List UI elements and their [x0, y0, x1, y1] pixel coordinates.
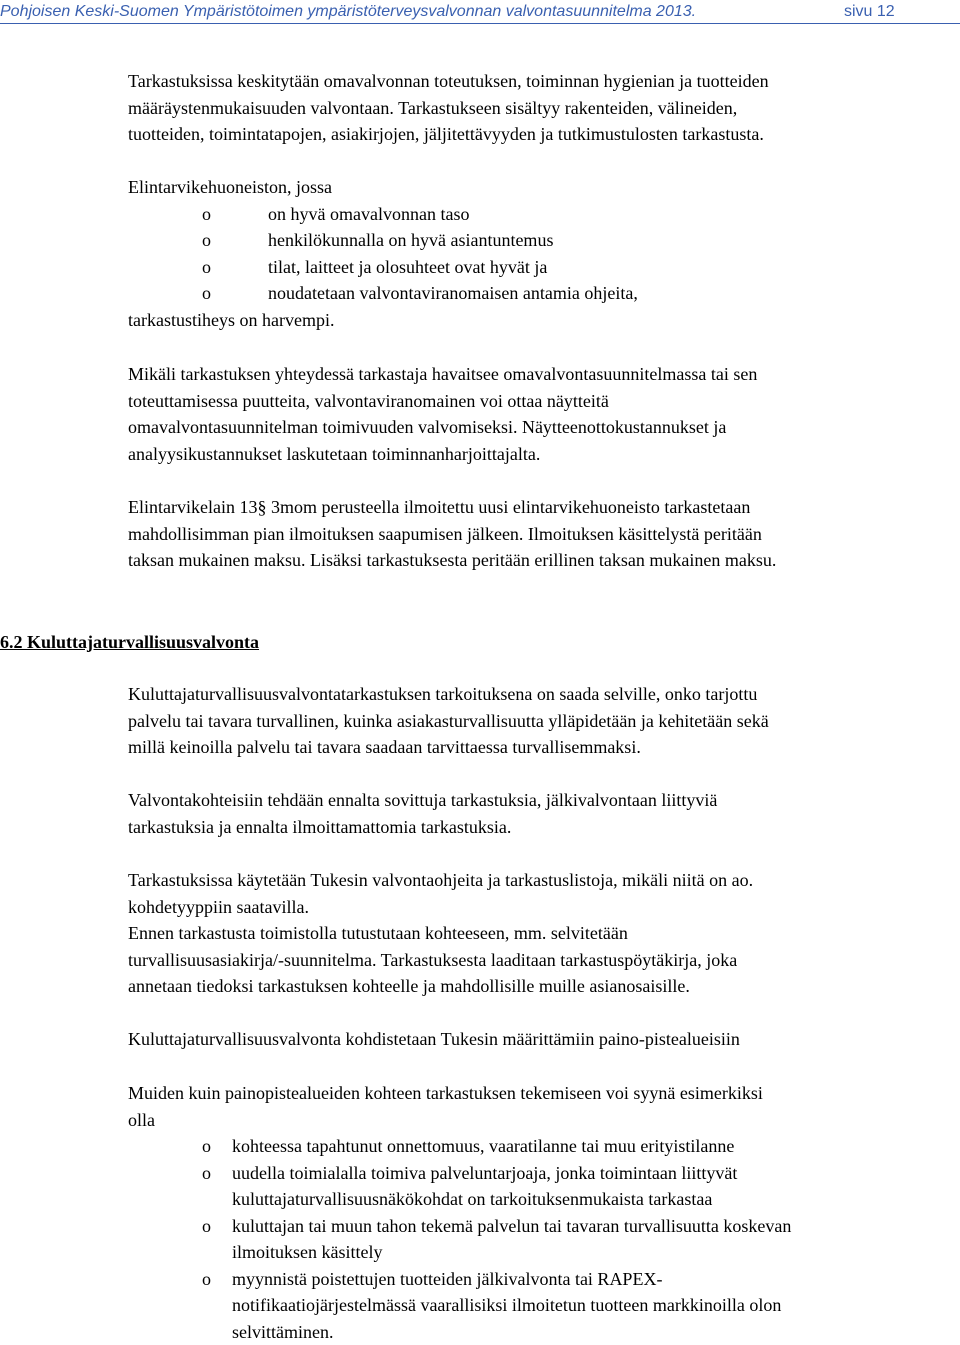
list-item-text: tilat, laitteet ja olosuhteet ovat hyvät ja [128, 254, 960, 281]
list-item-text: myynnistä poistettujen tuotteiden jälkivalvonta tai RAPEX- [128, 1266, 960, 1293]
list-item-text: kuluttajaturvallisuusnäkökohdat on tarkoituksenmukaista tarkastaa [128, 1186, 960, 1213]
paragraph-new-premises [128, 494, 960, 574]
paragraph-focus-areas [128, 1026, 960, 1053]
page-number: sivu 12 [844, 1, 895, 23]
page-header [0, 0, 960, 24]
text-line: tarkastustiheys on harvempi. [128, 307, 960, 334]
paragraph-food-premises [128, 174, 960, 333]
text-line: Tarkastuksissa käytetään Tukesin valvontaohjeita ja tarkastuslistoja, mikäli niitä on ao. [128, 867, 960, 894]
text-line: omavalvontasuunnitelman toimivuuden valvomiseksi. Näytteenottokustannukset ja [128, 414, 960, 441]
list-item-text: kohteessa tapahtunut onnettomuus, vaaratilanne tai muu erityistilanne [128, 1133, 960, 1160]
text-line: Ennen tarkastusta toimistolla tutustutaan kohteeseen, mm. selvitetään [128, 920, 960, 947]
text-line: toteuttamisessa puutteita, valvontaviranomainen voi ottaa näytteitä [128, 388, 960, 415]
text-line: palvelu tai tavara turvallinen, kuinka asiakasturvallisuutta ylläpidetään ja kehitetään sekä [128, 708, 960, 735]
text-line: Elintarvikehuoneiston, jossa [128, 174, 960, 201]
paragraph-tukes-guidance [128, 867, 960, 1000]
text-line: kohdetyyppiin saatavilla. [128, 894, 960, 921]
text-line: tuotteiden, toimintatapojen, asiakirjojen, jäljitettävyyden ja tutkimustulosten tarkastusta. [128, 121, 960, 148]
list-item-text: noudatetaan valvontaviranomaisen antamia ohjeita, [128, 280, 960, 307]
paragraph-inspection-focus [128, 68, 960, 148]
list-item [128, 280, 960, 307]
header-title: Pohjoisen Keski-Suomen Ympäristötoimen ympäristöterveysvalvonnan valvontasuunnitelma 2013. [0, 1, 696, 23]
text-line: Mikäli tarkastuksen yhteydessä tarkastaja havaitsee omavalvontasuunnitelmassa tai sen [128, 361, 960, 388]
bullet-marker: o [202, 1213, 211, 1240]
text-line: Muiden kuin painopistealueiden kohteen tarkastuksen tekemiseen voi syynä esimerkiksi [128, 1080, 960, 1107]
list-item-text: notifikaatiojärjestelmässä vaarallisiksi ilmoitetun tuotteen markkinoilla olon [128, 1292, 960, 1319]
list-item-text: uudella toimialalla toimiva palveluntarjoaja, jonka toimintaan liittyvät [128, 1160, 960, 1187]
list-item [128, 227, 960, 254]
text-line: Elintarvikelain 13§ 3mom perusteella ilmoitettu uusi elintarvikehuoneisto tarkastetaan [128, 494, 960, 521]
bullet-marker: o [202, 254, 211, 281]
paragraph-deficiencies [128, 361, 960, 467]
text-line: tarkastuksia ja ennalta ilmoittamattomia tarkastuksia. [128, 814, 960, 841]
list-item [128, 1213, 960, 1266]
bullet-marker: o [202, 227, 211, 254]
text-line: Tarkastuksissa keskitytään omavalvonnan toteutuksen, toiminnan hygienian ja tuotteiden [128, 68, 960, 95]
paragraph-inspection-types [128, 787, 960, 840]
bullet-marker: o [202, 1133, 211, 1160]
list-item-text: kuluttajan tai muun tahon tekemä palvelun tai tavaran turvallisuutta koskevan [128, 1213, 960, 1240]
text-line: taksan mukainen maksu. Lisäksi tarkastuksesta peritään erillinen taksan mukainen maksu. [128, 547, 960, 574]
list-item-text: ilmoituksen käsittely [128, 1239, 960, 1266]
list-item [128, 1266, 960, 1345]
text-line: Kuluttajaturvallisuusvalvonta kohdistetaan Tukesin määrittämiin paino-pistealueisiin [128, 1026, 960, 1053]
list-item-text: henkilökunnalla on hyvä asiantuntemus [128, 227, 960, 254]
list-item [128, 1160, 960, 1213]
list-item [128, 201, 960, 228]
header-rule [0, 23, 960, 24]
list-item [128, 254, 960, 281]
bullet-marker: o [202, 201, 211, 228]
bullet-marker: o [202, 1266, 211, 1293]
paragraph-other-reasons [128, 1080, 960, 1345]
text-line: millä keinoilla palvelu tai tavara saadaan tarvittaessa turvallisemmaksi. [128, 734, 960, 761]
bullet-marker: o [202, 280, 211, 307]
bullet-marker: o [202, 1160, 211, 1187]
paragraph-consumer-safety-purpose [128, 681, 960, 761]
list-item-text: selvittäminen. [128, 1319, 960, 1345]
text-line: mahdollisimman pian ilmoituksen saapumisen jälkeen. Ilmoituksen käsittelystä peritään [128, 521, 960, 548]
text-line: olla [128, 1107, 960, 1134]
text-line: annetaan tiedoksi tarkastuksen kohteelle ja mahdollisille muille asianosaisille. [128, 973, 960, 1000]
text-line: analyysikustannukset laskutetaan toiminnanharjoittajalta. [128, 441, 960, 468]
list-item-text: on hyvä omavalvonnan taso [128, 201, 960, 228]
text-line: turvallisuusasiakirja/-suunnitelma. Tarkastuksesta laaditaan tarkastuspöytäkirja, joka [128, 947, 960, 974]
text-line: määräystenmukaisuuden valvontaan. Tarkastukseen sisältyy rakenteiden, välineiden, [128, 95, 960, 122]
section-heading: 6.2 Kuluttajaturvallisuusvalvonta [0, 629, 259, 656]
text-line: Valvontakohteisiin tehdään ennalta sovittuja tarkastuksia, jälkivalvontaan liittyviä [128, 787, 960, 814]
text-line: Kuluttajaturvallisuusvalvontatarkastuksen tarkoituksena on saada selville, onko tarjottu [128, 681, 960, 708]
list-item [128, 1133, 960, 1160]
